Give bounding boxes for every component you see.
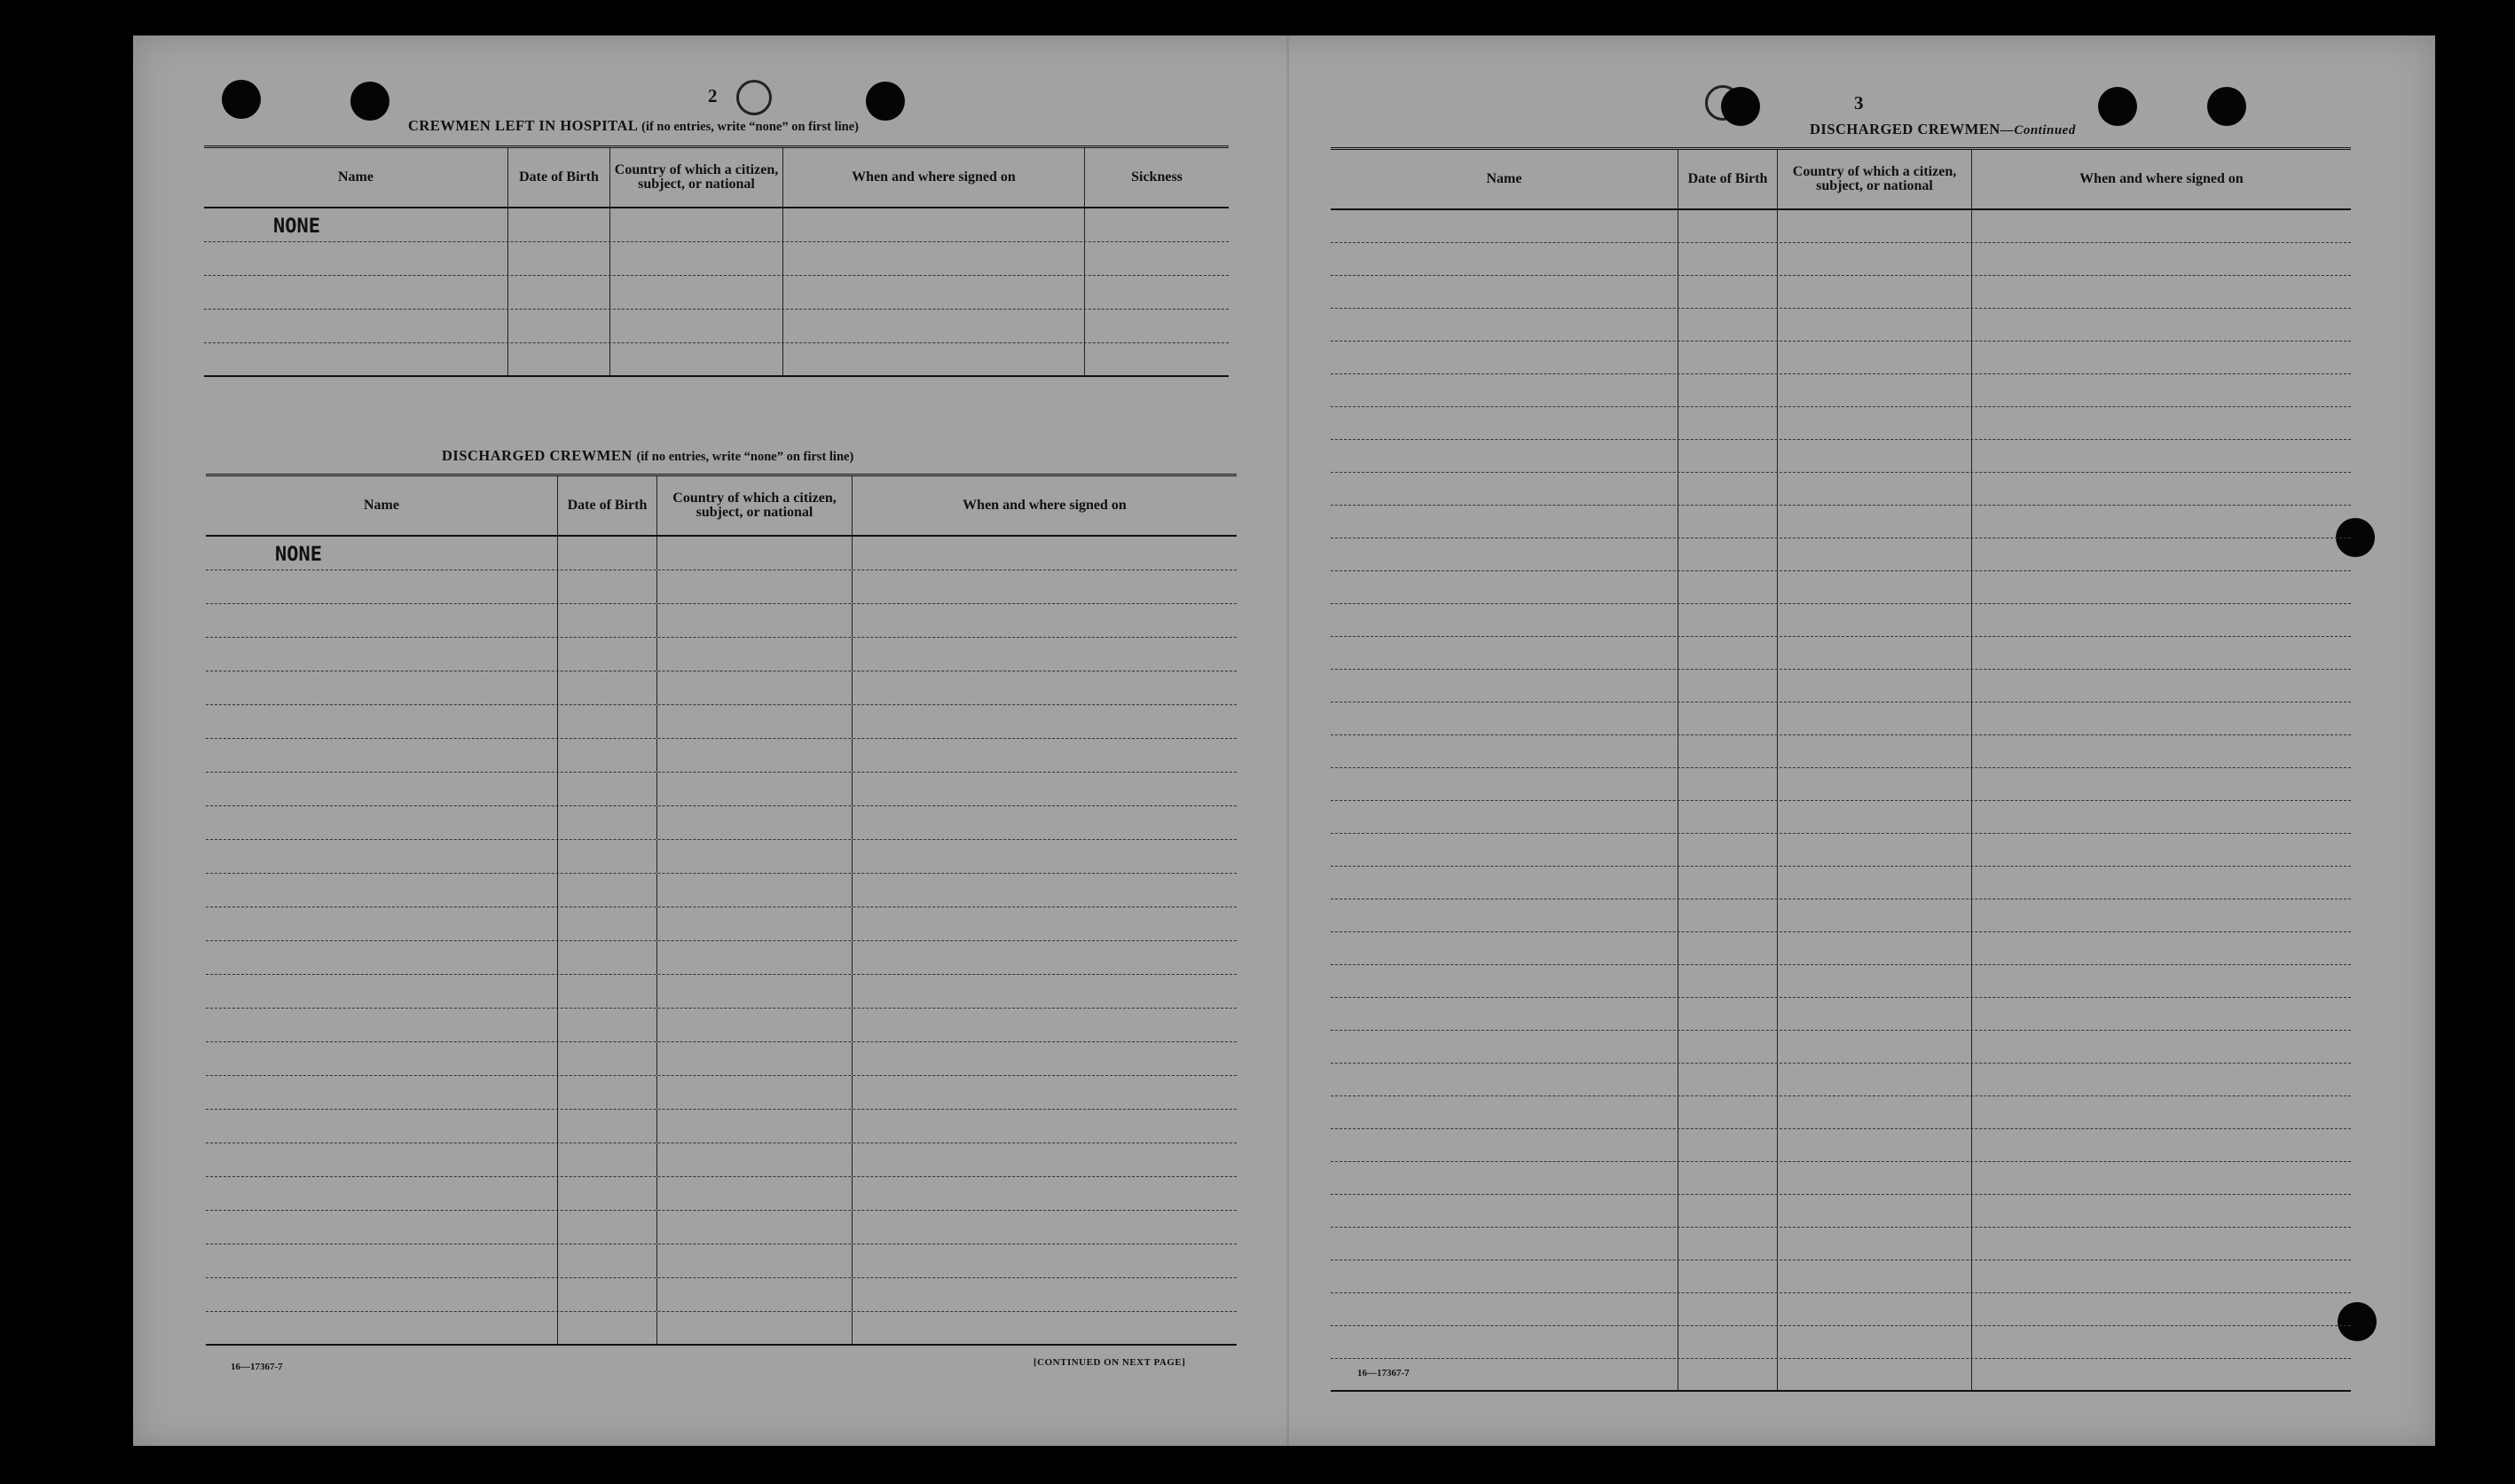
table-row [1331, 506, 2351, 538]
table-row [206, 840, 1237, 874]
table-row [1331, 1096, 2351, 1129]
table-body [1331, 210, 2351, 1392]
table-row [206, 1042, 1237, 1076]
table-row [1331, 210, 2351, 243]
column-header-country: Country of which a citizen, subject, or national [610, 148, 783, 207]
table-row [1331, 276, 2351, 309]
table-row [1331, 440, 2351, 473]
column-header-name: Name [1331, 150, 1678, 208]
table-row [206, 907, 1237, 941]
table-row [206, 1278, 1237, 1312]
table-row [1331, 1228, 2351, 1260]
table-row [1331, 998, 2351, 1031]
table-row [1331, 1162, 2351, 1195]
page-number: 3 [1854, 92, 1864, 114]
column-header-country: Country of which a citizen, subject, or national [657, 476, 853, 535]
punch-hole-ring [736, 80, 772, 115]
punch-hole [866, 82, 905, 121]
table-row [1331, 309, 2351, 342]
table-row [206, 705, 1237, 739]
name-cell: NONE [206, 537, 558, 569]
table-row [206, 537, 1237, 570]
table-row [1331, 407, 2351, 440]
column-header-signed-on: When and where signed on [2079, 171, 2244, 186]
table-row [1331, 1359, 2351, 1392]
table-body [204, 208, 1229, 377]
table-row [1331, 670, 2351, 703]
table-row [204, 310, 1229, 343]
discharged-table [206, 474, 1237, 1346]
column-header-signed-on: When and where signed on [783, 148, 1085, 207]
table-row [1331, 1064, 2351, 1096]
table-row [1331, 571, 2351, 604]
table-row [1331, 538, 2351, 571]
table-row [206, 941, 1237, 975]
table-row [1331, 932, 2351, 965]
punch-hole [1721, 87, 1760, 126]
table-row [1331, 965, 2351, 998]
table-row [206, 874, 1237, 907]
table-row [206, 638, 1237, 671]
column-header-name: Name [206, 476, 558, 535]
table-row [206, 806, 1237, 840]
table-row [1331, 1031, 2351, 1064]
table-row [1331, 1293, 2351, 1326]
table-row [1331, 735, 2351, 768]
table-row [206, 773, 1237, 806]
punch-hole [2098, 87, 2137, 126]
table-header [204, 148, 1229, 208]
punch-hole [222, 80, 261, 119]
table-row [1331, 473, 2351, 506]
table-row [206, 570, 1237, 604]
table-row [1331, 342, 2351, 374]
table-row [206, 1143, 1237, 1177]
hospital-table [204, 145, 1229, 377]
table-header [1331, 150, 2351, 210]
table-row [1331, 768, 2351, 801]
form-code: 16—17367-7 [231, 1362, 283, 1372]
table-row [1331, 899, 2351, 932]
table-body [206, 537, 1237, 1346]
table-row [1331, 1326, 2351, 1359]
column-header-dob: Date of Birth [1678, 150, 1778, 208]
column-header-dob: Date of Birth [508, 148, 610, 207]
table-row [1331, 1195, 2351, 1228]
column-header-country: Country of which a citizen, subject, or national [1778, 150, 1972, 208]
table-row [1331, 243, 2351, 276]
table-row [206, 1177, 1237, 1211]
hospital-section-title: CREWMEN LEFT IN HOSPITAL (if no entries, write “none” on first line) [408, 117, 859, 134]
table-row [206, 1076, 1237, 1110]
table-row [204, 242, 1229, 276]
table-row [1331, 604, 2351, 637]
table-row [206, 1110, 1237, 1143]
right-page [1295, 35, 2435, 1446]
table-row [1331, 801, 2351, 834]
name-cell: NONE [204, 208, 508, 241]
page-number: 2 [708, 85, 718, 106]
table-row [204, 343, 1229, 377]
table-row [1331, 703, 2351, 735]
discharged-section-title: DISCHARGED CREWMEN (if no entries, write “none” on first line) [442, 447, 854, 464]
punch-hole [350, 82, 389, 121]
discharged-continued-table [1331, 147, 2351, 1392]
column-header-name: Name [204, 148, 508, 207]
discharged-continued-title: DISCHARGED CREWMEN—Continued [1810, 121, 2076, 137]
column-header-sickness: Sickness [1131, 169, 1183, 185]
table-row [204, 208, 1229, 242]
table-row [206, 1245, 1237, 1278]
table-row [206, 671, 1237, 705]
left-page [133, 35, 1286, 1446]
punch-hole [2207, 87, 2246, 126]
table-row [206, 1312, 1237, 1346]
table-row [206, 1009, 1237, 1042]
table-row [206, 739, 1237, 773]
form-code: 16—17367-7 [1357, 1368, 1410, 1378]
table-row [206, 975, 1237, 1009]
column-header-signed-on: When and where signed on [963, 498, 1127, 513]
table-row [206, 604, 1237, 638]
continued-note: [CONTINUED ON NEXT PAGE] [1034, 1357, 1186, 1368]
column-header-dob: Date of Birth [558, 476, 657, 535]
table-header [206, 476, 1237, 537]
table-row [1331, 1260, 2351, 1293]
table-row [1331, 867, 2351, 899]
page-fold [1286, 35, 1289, 1446]
table-row [1331, 637, 2351, 670]
table-row [1331, 1129, 2351, 1162]
form-sheet [133, 35, 2435, 1446]
table-row [204, 276, 1229, 310]
table-row [1331, 834, 2351, 867]
table-row [1331, 374, 2351, 407]
table-row [206, 1211, 1237, 1245]
